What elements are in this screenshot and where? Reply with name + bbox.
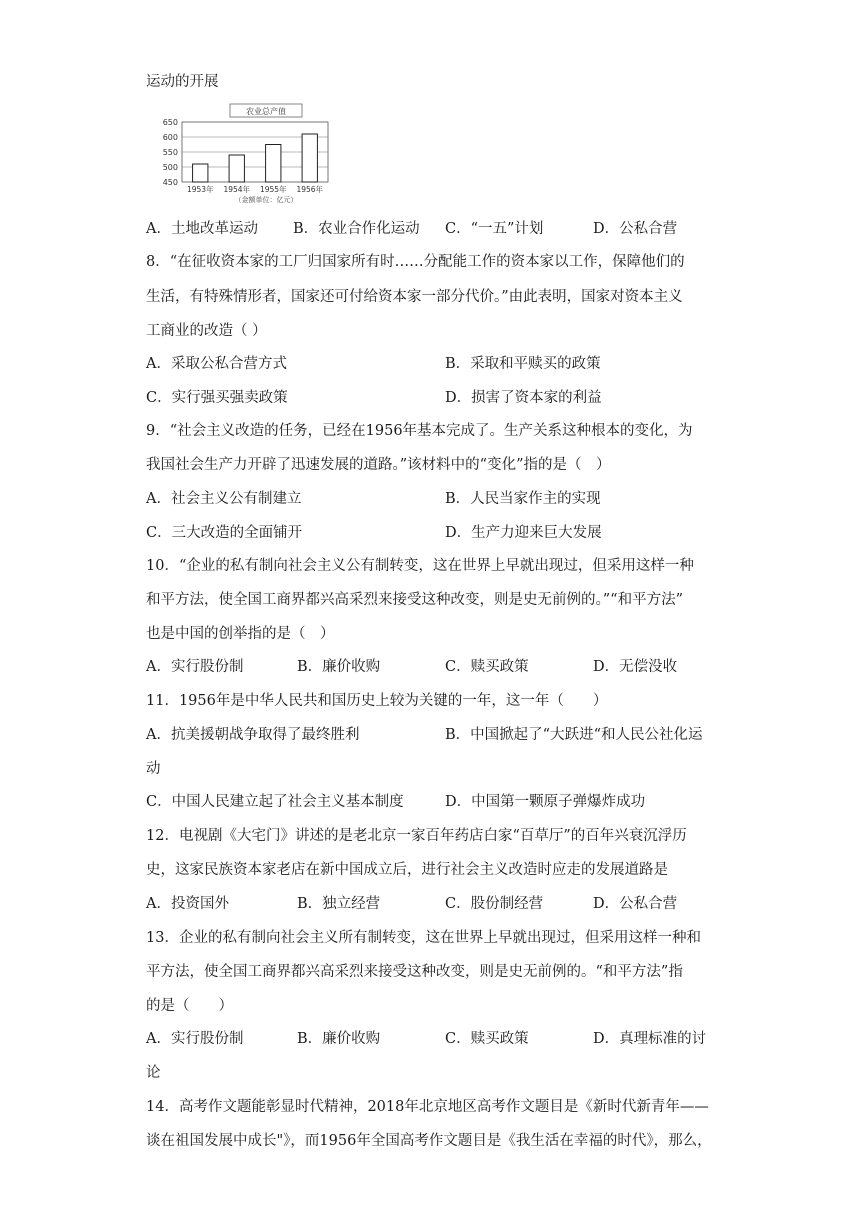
q8-option-b[interactable]: B．采取和平赎买的政策 xyxy=(445,356,601,372)
q12-option-c[interactable]: C．股份制经营 xyxy=(445,896,544,912)
q14-stem-line-1: 14．高考作文题能彰显时代精神，2018年北京地区高考作文题目是《新时代新青年—— xyxy=(146,1099,709,1115)
chart-bar xyxy=(193,164,208,182)
q8-option-c[interactable]: C．实行强买强卖政策 xyxy=(146,390,288,406)
chart-x-tick-label: 1956年 xyxy=(296,185,324,194)
q13-option-d-wrap: 论 xyxy=(146,1065,161,1081)
q9-option-c[interactable]: C．三大改造的全面铺开 xyxy=(146,525,303,541)
q13-option-b[interactable]: B．廉价收购 xyxy=(297,1031,381,1047)
q9-stem-line-1: 9．“社会主义改造的任务，已经在1956年基本完成了。生产关系这种根本的变化，为 xyxy=(146,423,693,439)
q7-option-a[interactable]: A．土地改革运动 xyxy=(146,221,258,237)
q12-option-a[interactable]: A．投资国外 xyxy=(146,896,229,912)
q11-option-d[interactable]: D．中国第一颗原子弹爆炸成功 xyxy=(445,794,646,810)
q14-stem-line-2: 谈在祖国发展中成长"》，而1956年全国高考作文题目是《我生活在幸福的时代》，那么， xyxy=(146,1133,712,1149)
chart-y-tick-label: 650 xyxy=(162,118,178,127)
chart-unit-note: （金额单位：亿元） xyxy=(234,196,298,204)
q11-option-b[interactable]: B．中国掀起了“大跃进“和人民公社化运 xyxy=(445,727,703,743)
q10-stem-line-2: 和平方法，使全国工商界都兴高采烈来接受这种改变，则是史无前例的。”“和平方法” xyxy=(146,592,683,608)
q9-option-d[interactable]: D．生产力迎来巨大发展 xyxy=(445,525,602,541)
agri-output-bar-chart xyxy=(146,98,346,208)
q7-stem-tail: 运动的开展 xyxy=(146,74,219,90)
q10-option-b[interactable]: B．廉价收购 xyxy=(297,659,381,675)
q12-option-d[interactable]: D．公私合营 xyxy=(593,896,678,912)
q13-option-a[interactable]: A．实行股份制 xyxy=(146,1031,244,1047)
chart-bar xyxy=(229,155,244,182)
q11-option-a[interactable]: A．抗美援朝战争取得了最终胜利 xyxy=(146,727,360,743)
q9-option-a[interactable]: A．社会主义公有制建立 xyxy=(146,491,302,507)
q10-option-a[interactable]: A．实行股份制 xyxy=(146,659,244,675)
q11-stem-line-1: 11．1956年是中华人民共和国历史上较为关键的一年，这一年（ ） xyxy=(146,693,608,709)
chart-bar xyxy=(302,134,317,182)
chart-x-tick-label: 1953年 xyxy=(186,185,214,194)
q13-option-d[interactable]: D．真理标准的讨 xyxy=(593,1031,707,1047)
chart-y-tick-label: 550 xyxy=(162,148,178,157)
q8-stem-line-2: 生活，有特殊情形者，国家还可付给资本家一部分代价。”由此表明，国家对资本主义 xyxy=(146,289,683,305)
q8-stem-line-1: 8．“在征收资本家的工厂归国家所有时……分配能工作的资本家以工作，保障他们的 xyxy=(146,254,685,270)
q13-stem-line-2: 平方法，使全国工商界都兴高采烈来接受这种改变，则是史无前例的。“和平方法”指 xyxy=(146,964,683,980)
chart-y-tick-label: 450 xyxy=(162,178,178,187)
q7-option-c[interactable]: C．“一五”计划 xyxy=(445,221,544,237)
chart-x-tick-label: 1954年 xyxy=(223,185,251,194)
q12-stem-line-1: 12．电视剧《大宅门》讲述的是老北京一家百年药店白家“百草厅”的百年兴衰沉浮历 xyxy=(146,828,687,844)
chart-y-tick-label: 500 xyxy=(162,163,178,172)
q10-option-c[interactable]: C．赎买政策 xyxy=(445,659,529,675)
q9-stem-line-2: 我国社会生产力开辟了迅速发展的道路。”该材料中的“变化”指的是（ ） xyxy=(146,457,611,473)
q8-stem-line-3: 工商业的改造（ ） xyxy=(146,323,267,339)
q7-option-b[interactable]: B．农业合作化运动 xyxy=(293,221,420,237)
chart-bar xyxy=(266,145,281,183)
q11-option-b-wrap: 动 xyxy=(146,761,161,777)
q10-stem-line-3: 也是中国的创举指的是（ ） xyxy=(146,626,335,642)
q12-stem-line-2: 史，这家民族资本家老店在新中国成立后，进行社会主义改造时应走的发展道路是 xyxy=(146,862,668,878)
q13-stem-line-1: 13．企业的私有制向社会主义所有制转变，这在世界上早就出现过，但采用这样一种和 xyxy=(146,930,701,946)
q8-option-d[interactable]: D．损害了资本家的利益 xyxy=(445,390,602,406)
q10-stem-line-1: 10．“企业的私有制向社会主义公有制转变，这在世界上早就出现过，但采用这样一种 xyxy=(146,558,694,574)
q13-option-c[interactable]: C．赎买政策 xyxy=(445,1031,529,1047)
q8-option-a[interactable]: A．采取公私合营方式 xyxy=(146,356,287,372)
q13-stem-line-3: 的是（ ） xyxy=(146,998,233,1014)
q9-option-b[interactable]: B．人民当家作主的实现 xyxy=(445,491,601,507)
q11-option-c[interactable]: C．中国人民建立起了社会主义基本制度 xyxy=(146,794,404,810)
q7-option-d[interactable]: D．公私合营 xyxy=(593,221,678,237)
q12-option-b[interactable]: B．独立经营 xyxy=(297,896,381,912)
chart-y-tick-label: 600 xyxy=(162,133,178,142)
q10-option-d[interactable]: D．无偿没收 xyxy=(593,659,678,675)
chart-title: 农业总产值 xyxy=(246,107,286,116)
chart-x-tick-label: 1955年 xyxy=(259,185,287,194)
